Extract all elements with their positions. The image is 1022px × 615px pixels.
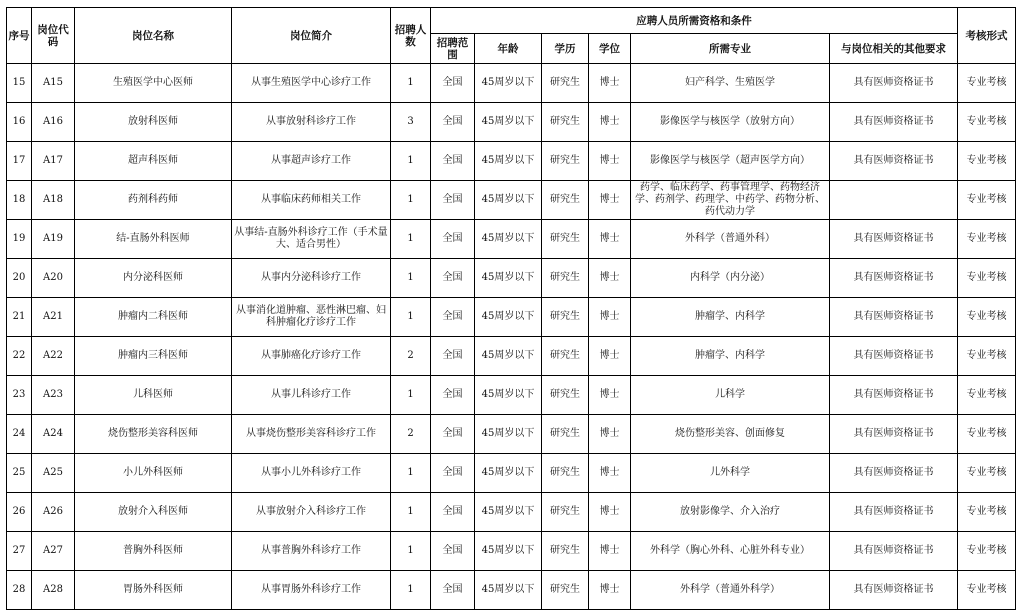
header-age: 年龄 <box>475 34 542 64</box>
cell-other <box>830 181 958 220</box>
cell-exam: 专业考核 <box>958 181 1016 220</box>
cell-name: 放射介入科医师 <box>75 493 232 532</box>
cell-scope: 全国 <box>431 64 475 103</box>
cell-other: 具有医师资格证书 <box>830 454 958 493</box>
cell-age: 45周岁以下 <box>475 571 542 610</box>
cell-name: 小儿外科医师 <box>75 454 232 493</box>
cell-degree: 博士 <box>589 64 631 103</box>
cell-seq: 25 <box>7 454 32 493</box>
cell-exam: 专业考核 <box>958 532 1016 571</box>
cell-intro: 从事肺癌化疗诊疗工作 <box>232 337 391 376</box>
cell-education: 研究生 <box>542 376 589 415</box>
cell-name: 胃肠外科医师 <box>75 571 232 610</box>
header-major: 所需专业 <box>631 34 830 64</box>
cell-education: 研究生 <box>542 571 589 610</box>
cell-education: 研究生 <box>542 259 589 298</box>
cell-code: A18 <box>32 181 75 220</box>
cell-count: 2 <box>391 415 431 454</box>
cell-age: 45周岁以下 <box>475 493 542 532</box>
cell-name: 超声科医师 <box>75 142 232 181</box>
cell-exam: 专业考核 <box>958 454 1016 493</box>
cell-degree: 博士 <box>589 259 631 298</box>
cell-seq: 17 <box>7 142 32 181</box>
cell-scope: 全国 <box>431 454 475 493</box>
cell-age: 45周岁以下 <box>475 454 542 493</box>
cell-major: 药学、临床药学、药事管理学、药物经济学、药剂学、药理学、中药学、药物分析、药代动力学 <box>631 181 830 220</box>
header-degree: 学位 <box>589 34 631 64</box>
cell-intro: 从事儿科诊疗工作 <box>232 376 391 415</box>
cell-seq: 15 <box>7 64 32 103</box>
cell-exam: 专业考核 <box>958 493 1016 532</box>
cell-intro: 从事超声诊疗工作 <box>232 142 391 181</box>
cell-education: 研究生 <box>542 298 589 337</box>
header-row-top <box>7 8 1016 34</box>
cell-degree: 博士 <box>589 493 631 532</box>
cell-name: 结-直肠外科医师 <box>75 220 232 259</box>
cell-code: A24 <box>32 415 75 454</box>
cell-name: 普胸外科医师 <box>75 532 232 571</box>
cell-name: 内分泌科医师 <box>75 259 232 298</box>
cell-seq: 28 <box>7 571 32 610</box>
cell-major: 放射影像学、介入治疗 <box>631 493 830 532</box>
table-row <box>7 493 1016 532</box>
cell-count: 1 <box>391 376 431 415</box>
cell-exam: 专业考核 <box>958 376 1016 415</box>
cell-education: 研究生 <box>542 415 589 454</box>
cell-other: 具有医师资格证书 <box>830 103 958 142</box>
table-row <box>7 415 1016 454</box>
cell-count: 1 <box>391 571 431 610</box>
cell-intro: 从事烧伤整形美容科诊疗工作 <box>232 415 391 454</box>
cell-degree: 博士 <box>589 337 631 376</box>
cell-intro: 从事结-直肠外科诊疗工作（手术量大、适合男性） <box>232 220 391 259</box>
header-code: 岗位代码 <box>32 8 75 64</box>
cell-name: 药剂科药师 <box>75 181 232 220</box>
cell-intro: 从事临床药师相关工作 <box>232 181 391 220</box>
cell-code: A19 <box>32 220 75 259</box>
header-count: 招聘人数 <box>391 8 431 64</box>
cell-name: 肿瘤内三科医师 <box>75 337 232 376</box>
cell-name: 放射科医师 <box>75 103 232 142</box>
cell-other: 具有医师资格证书 <box>830 571 958 610</box>
cell-count: 3 <box>391 103 431 142</box>
cell-count: 1 <box>391 454 431 493</box>
cell-count: 1 <box>391 259 431 298</box>
cell-age: 45周岁以下 <box>475 532 542 571</box>
table-row <box>7 532 1016 571</box>
cell-name: 生殖医学中心医师 <box>75 64 232 103</box>
table-row <box>7 181 1016 220</box>
cell-degree: 博士 <box>589 571 631 610</box>
cell-major: 影像医学与核医学（超声医学方向） <box>631 142 830 181</box>
recruitment-table <box>6 7 1016 610</box>
header-education: 学历 <box>542 34 589 64</box>
cell-code: A28 <box>32 571 75 610</box>
cell-seq: 23 <box>7 376 32 415</box>
cell-exam: 专业考核 <box>958 571 1016 610</box>
cell-seq: 24 <box>7 415 32 454</box>
cell-scope: 全国 <box>431 220 475 259</box>
table-row <box>7 103 1016 142</box>
cell-degree: 博士 <box>589 532 631 571</box>
cell-seq: 21 <box>7 298 32 337</box>
header-other: 与岗位相关的其他要求 <box>830 34 958 64</box>
cell-age: 45周岁以下 <box>475 259 542 298</box>
cell-other: 具有医师资格证书 <box>830 298 958 337</box>
cell-major: 肿瘤学、内科学 <box>631 337 830 376</box>
cell-other: 具有医师资格证书 <box>830 532 958 571</box>
cell-name: 肿瘤内二科医师 <box>75 298 232 337</box>
cell-code: A16 <box>32 103 75 142</box>
table-row <box>7 220 1016 259</box>
table-row <box>7 298 1016 337</box>
cell-education: 研究生 <box>542 103 589 142</box>
cell-scope: 全国 <box>431 142 475 181</box>
cell-seq: 16 <box>7 103 32 142</box>
cell-education: 研究生 <box>542 532 589 571</box>
cell-age: 45周岁以下 <box>475 415 542 454</box>
cell-major: 外科学（胸心外科、心脏外科专业） <box>631 532 830 571</box>
cell-seq: 22 <box>7 337 32 376</box>
cell-scope: 全国 <box>431 532 475 571</box>
cell-exam: 专业考核 <box>958 298 1016 337</box>
cell-major: 烧伤整形美容、创面修复 <box>631 415 830 454</box>
cell-intro: 从事内分泌科诊疗工作 <box>232 259 391 298</box>
cell-age: 45周岁以下 <box>475 181 542 220</box>
cell-scope: 全国 <box>431 415 475 454</box>
cell-education: 研究生 <box>542 337 589 376</box>
cell-code: A15 <box>32 64 75 103</box>
cell-scope: 全国 <box>431 376 475 415</box>
cell-count: 1 <box>391 493 431 532</box>
cell-exam: 专业考核 <box>958 64 1016 103</box>
cell-seq: 18 <box>7 181 32 220</box>
cell-major: 儿外科学 <box>631 454 830 493</box>
table-row <box>7 337 1016 376</box>
cell-code: A25 <box>32 454 75 493</box>
cell-name: 烧伤整形美容科医师 <box>75 415 232 454</box>
cell-other: 具有医师资格证书 <box>830 415 958 454</box>
cell-major: 儿科学 <box>631 376 830 415</box>
cell-degree: 博士 <box>589 103 631 142</box>
table-row <box>7 64 1016 103</box>
cell-major: 影像医学与核医学（放射方向） <box>631 103 830 142</box>
cell-exam: 专业考核 <box>958 142 1016 181</box>
cell-seq: 27 <box>7 532 32 571</box>
cell-age: 45周岁以下 <box>475 337 542 376</box>
cell-count: 1 <box>391 181 431 220</box>
cell-major: 内科学（内分泌） <box>631 259 830 298</box>
cell-degree: 博士 <box>589 376 631 415</box>
cell-count: 1 <box>391 298 431 337</box>
cell-other: 具有医师资格证书 <box>830 220 958 259</box>
cell-other: 具有医师资格证书 <box>830 259 958 298</box>
cell-exam: 专业考核 <box>958 415 1016 454</box>
cell-count: 1 <box>391 64 431 103</box>
cell-exam: 专业考核 <box>958 337 1016 376</box>
cell-education: 研究生 <box>542 181 589 220</box>
cell-name: 儿科医师 <box>75 376 232 415</box>
table-row <box>7 142 1016 181</box>
cell-code: A27 <box>32 532 75 571</box>
cell-intro: 从事消化道肿瘤、恶性淋巴瘤、妇科肿瘤化疗诊疗工作 <box>232 298 391 337</box>
cell-scope: 全国 <box>431 181 475 220</box>
table-row <box>7 454 1016 493</box>
cell-code: A23 <box>32 376 75 415</box>
cell-scope: 全国 <box>431 571 475 610</box>
cell-degree: 博士 <box>589 220 631 259</box>
cell-exam: 专业考核 <box>958 259 1016 298</box>
cell-education: 研究生 <box>542 493 589 532</box>
cell-major: 妇产科学、生殖医学 <box>631 64 830 103</box>
cell-degree: 博士 <box>589 181 631 220</box>
cell-count: 1 <box>391 220 431 259</box>
cell-age: 45周岁以下 <box>475 142 542 181</box>
cell-major: 外科学（普通外科学） <box>631 571 830 610</box>
cell-education: 研究生 <box>542 64 589 103</box>
cell-code: A17 <box>32 142 75 181</box>
cell-age: 45周岁以下 <box>475 298 542 337</box>
cell-seq: 20 <box>7 259 32 298</box>
table-row <box>7 376 1016 415</box>
cell-scope: 全国 <box>431 259 475 298</box>
cell-code: A20 <box>32 259 75 298</box>
cell-code: A21 <box>32 298 75 337</box>
cell-exam: 专业考核 <box>958 220 1016 259</box>
cell-intro: 从事小儿外科诊疗工作 <box>232 454 391 493</box>
cell-education: 研究生 <box>542 220 589 259</box>
cell-intro: 从事放射科诊疗工作 <box>232 103 391 142</box>
cell-intro: 从事生殖医学中心诊疗工作 <box>232 64 391 103</box>
table-row <box>7 571 1016 610</box>
cell-education: 研究生 <box>542 454 589 493</box>
cell-scope: 全国 <box>431 493 475 532</box>
header-seq: 序号 <box>7 8 32 64</box>
cell-count: 1 <box>391 142 431 181</box>
header-name: 岗位名称 <box>75 8 232 64</box>
cell-degree: 博士 <box>589 298 631 337</box>
cell-degree: 博士 <box>589 142 631 181</box>
cell-seq: 26 <box>7 493 32 532</box>
cell-age: 45周岁以下 <box>475 103 542 142</box>
header-scope: 招聘范围 <box>431 34 475 64</box>
cell-intro: 从事胃肠外科诊疗工作 <box>232 571 391 610</box>
header-exam: 考核形式 <box>958 8 1016 64</box>
cell-age: 45周岁以下 <box>475 376 542 415</box>
cell-scope: 全国 <box>431 337 475 376</box>
cell-age: 45周岁以下 <box>475 220 542 259</box>
cell-exam: 专业考核 <box>958 103 1016 142</box>
cell-seq: 19 <box>7 220 32 259</box>
cell-other: 具有医师资格证书 <box>830 337 958 376</box>
cell-major: 外科学（普通外科） <box>631 220 830 259</box>
cell-degree: 博士 <box>589 415 631 454</box>
cell-other: 具有医师资格证书 <box>830 376 958 415</box>
cell-education: 研究生 <box>542 142 589 181</box>
header-qualifications-group: 应聘人员所需资格和条件 <box>431 8 958 34</box>
cell-code: A26 <box>32 493 75 532</box>
cell-scope: 全国 <box>431 103 475 142</box>
cell-count: 2 <box>391 337 431 376</box>
table-row <box>7 259 1016 298</box>
cell-age: 45周岁以下 <box>475 64 542 103</box>
cell-other: 具有医师资格证书 <box>830 493 958 532</box>
cell-other: 具有医师资格证书 <box>830 64 958 103</box>
cell-intro: 从事普胸外科诊疗工作 <box>232 532 391 571</box>
cell-other: 具有医师资格证书 <box>830 142 958 181</box>
cell-code: A22 <box>32 337 75 376</box>
header-intro: 岗位简介 <box>232 8 391 64</box>
cell-intro: 从事放射介入科诊疗工作 <box>232 493 391 532</box>
cell-major: 肿瘤学、内科学 <box>631 298 830 337</box>
cell-scope: 全国 <box>431 298 475 337</box>
cell-degree: 博士 <box>589 454 631 493</box>
cell-count: 1 <box>391 532 431 571</box>
